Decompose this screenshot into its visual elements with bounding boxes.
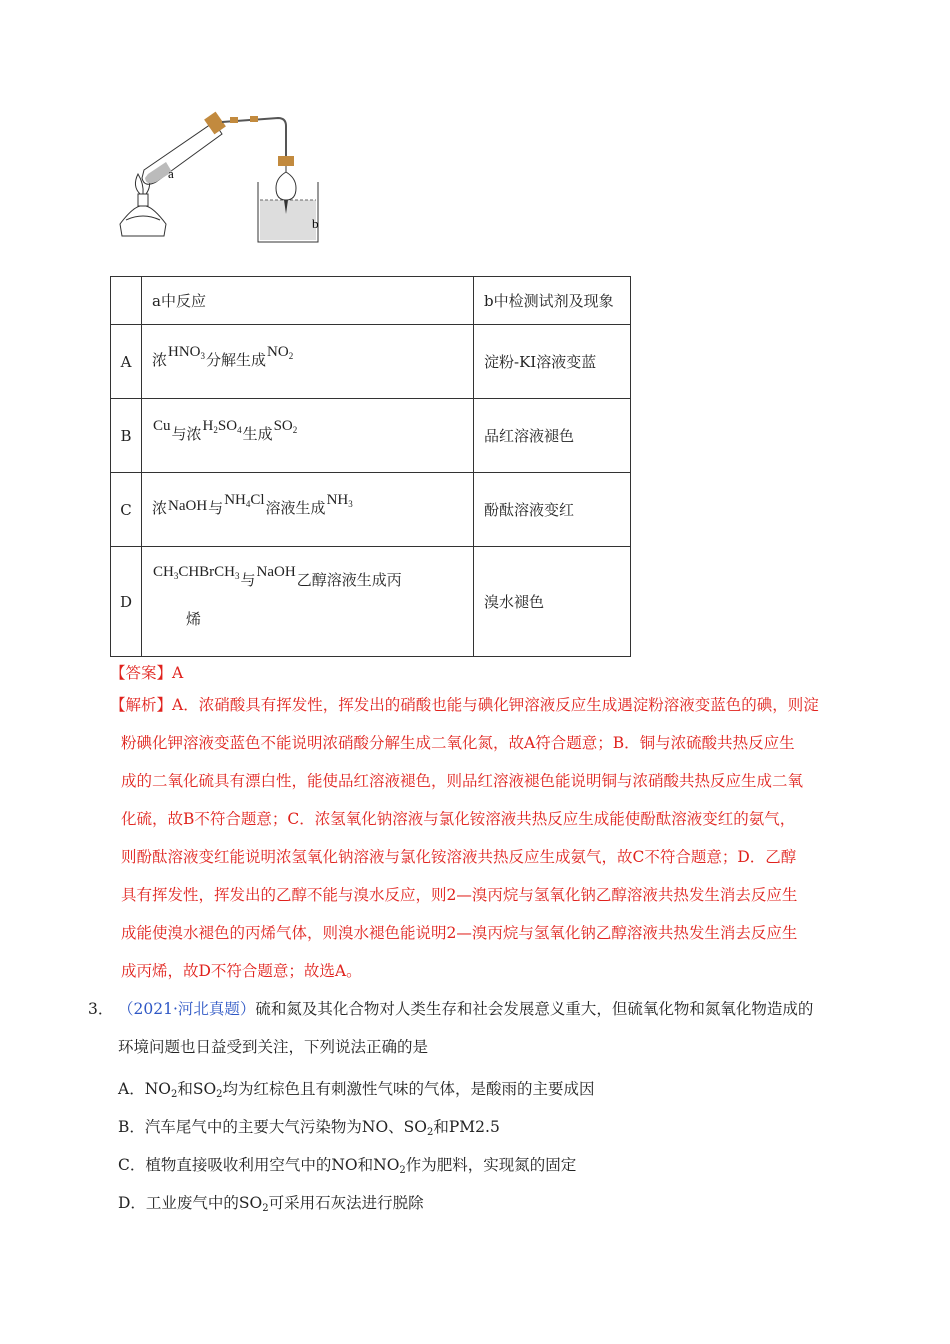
question-source: （2021·河北真题） bbox=[118, 1000, 256, 1018]
question-number: 3． bbox=[88, 1000, 114, 1018]
row-key: B bbox=[111, 399, 142, 473]
table-row: B Cu与浓$H_2SO_4$生成$SO_2$ 品红溶液褪色 bbox=[111, 399, 631, 473]
label-b: b bbox=[312, 216, 319, 231]
analysis-line: 具有挥发性，挥发出的乙醇不能与溴水反应，则2—溴丙烷与氢氧化钠乙醇溶液共热发生消去反应生 bbox=[121, 886, 798, 904]
options-table bbox=[110, 276, 631, 657]
choice-c[interactable]: C．植物直接吸收利用空气中的NO和NO2作为肥料，实现氮的固定 bbox=[118, 1156, 577, 1176]
choice-a[interactable]: A．NO2和SO2均为红棕色且有刺激性气味的气体，是酸雨的主要成因 bbox=[118, 1080, 595, 1100]
analysis-first-line: A．浓硝酸具有挥发性，挥发出的硝酸也能与碘化钾溶液反应生成遇淀粉溶液变蓝色的碘，则淀 bbox=[172, 696, 819, 714]
beaker bbox=[258, 156, 318, 242]
row-result: 淀粉-KI溶液变蓝 bbox=[474, 325, 631, 399]
test-tube bbox=[142, 112, 226, 185]
answer-label: 【答案】 bbox=[110, 664, 173, 682]
analysis-line: 成的二氧化硫具有漂白性，能使品红溶液褪色，则品红溶液褪色能说明铜与浓硝酸共热反应生成二氧 bbox=[121, 772, 804, 790]
analysis-line: 则酚酞溶液变红能说明浓氢氧化钠溶液与氯化铵溶液共热反应生成氨气，故C不符合题意；D．乙醇 bbox=[121, 848, 797, 866]
delivery-tube bbox=[222, 116, 286, 158]
row-result: 溴水褪色 bbox=[474, 547, 631, 657]
choice-b[interactable]: B．汽车尾气中的主要大气污染物为NO、SO2和PM2.5 bbox=[118, 1118, 500, 1138]
analysis-line: 化硫，故B不符合题意；C．浓氢氧化钠溶液与氯化铵溶液共热反应生成能使酚酞溶液变红的氨气， bbox=[121, 810, 796, 828]
header-blank bbox=[111, 277, 142, 325]
header-col2: b中检测试剂及现象 bbox=[484, 292, 614, 310]
row-result: 酚酞溶液变红 bbox=[474, 473, 631, 547]
row-key: C bbox=[111, 473, 142, 547]
analysis-line: 成能使溴水褪色的丙烯气体，则溴水褪色能说明2—溴丙烷与氢氧化钠乙醇溶液共热发生消去反应生 bbox=[121, 924, 798, 942]
answer-value: A bbox=[172, 664, 184, 682]
table-header-row bbox=[111, 277, 631, 325]
question-text-2: 环境问题也日益受到关注，下列说法正确的是 bbox=[118, 1038, 429, 1056]
alcohol-lamp bbox=[120, 174, 166, 236]
table-row: C 浓NaOH与$NH_4Cl$溶液生成$NH_3$ 酚酞溶液变红 bbox=[111, 473, 631, 547]
analysis-block bbox=[110, 686, 862, 990]
question-3 bbox=[88, 990, 863, 1066]
question-text-1: 硫和氮及其化合物对人类生存和社会发展意义重大，但硫氧化物和氮氧化物造成的 bbox=[255, 1000, 814, 1018]
choice-d[interactable]: D．工业废气中的SO2可采用石灰法进行脱除 bbox=[118, 1194, 424, 1214]
analysis-label: 【解析】 bbox=[110, 696, 173, 714]
row-key: D bbox=[111, 547, 142, 657]
analysis-line: 粉碘化钾溶液变蓝色不能说明浓硝酸分解生成二氧化氮，故A符合题意；B．铜与浓硫酸共热反应生 bbox=[121, 734, 795, 752]
label-a: a bbox=[168, 166, 174, 181]
row-result: 品红溶液褪色 bbox=[474, 399, 631, 473]
row-key: A bbox=[111, 325, 142, 399]
table-row: D $CH_3CHBrCH_3$与NaOH乙醇溶液生成丙 烯 溴水褪色 bbox=[111, 547, 631, 657]
header-col1: a中反应 bbox=[152, 292, 206, 310]
apparatus-diagram bbox=[118, 108, 338, 248]
analysis-line: 成丙烯，故D不符合题意；故选A。 bbox=[121, 962, 362, 980]
table-row: A 浓$HNO_3$分解生成$NO_2$ 淀粉-KI溶液变蓝 bbox=[111, 325, 631, 399]
